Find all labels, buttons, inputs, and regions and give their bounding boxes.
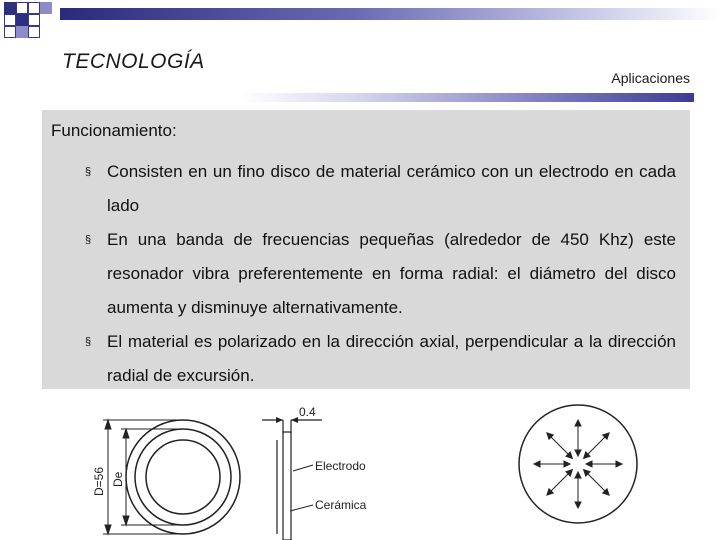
inner-diameter-dimension — [121, 429, 183, 525]
thickness-label: 0.4 — [299, 405, 316, 419]
arrow-head — [575, 420, 581, 426]
bullet-item — [51, 325, 676, 393]
inner-diameter-label: De — [111, 471, 125, 487]
side-view-disc — [262, 420, 322, 540]
arrow-head — [616, 461, 622, 467]
electrode-leader — [293, 465, 313, 471]
arrow-head — [564, 461, 570, 467]
resonator-diagram — [0, 395, 720, 540]
arrow-head — [586, 461, 592, 467]
section-heading: Funcionamiento: — [51, 121, 177, 140]
header-gradient-bar — [60, 8, 720, 20]
bullet-text: En una banda de frecuencias pequeñas (alrededor de 450 Khz) este resonador vibra preferentemente en forma radial: el diámetro del disco aumenta y disminuye alternativamente. — [107, 230, 676, 317]
arrow-head — [534, 461, 540, 467]
thickness-arrows — [276, 417, 298, 423]
bullet-marker: § — [85, 336, 92, 348]
corner-decoration — [0, 0, 60, 50]
bullet-item — [51, 155, 676, 223]
outer-diameter-label: D=56 — [92, 466, 106, 496]
ceramic-label: Cerámica — [315, 498, 367, 512]
title-underline-bar — [240, 93, 694, 102]
bullet-item — [51, 223, 676, 325]
ceramic-leader — [290, 505, 313, 511]
radial-arrows — [534, 420, 622, 508]
bullet-text: El material es polarizado en la dirección axial, perpendicular a la dirección radial de excursión. — [107, 332, 676, 385]
arrow-head — [575, 450, 581, 456]
arrow-head — [575, 502, 581, 508]
bullet-marker: § — [85, 166, 92, 178]
front-view-disc — [126, 420, 240, 534]
bullet-text: Consisten en un fino disco de material cerámico con un electrodo en cada lado — [107, 162, 676, 215]
bullet-marker: § — [85, 234, 92, 246]
slide-title: TECNOLOGÍA — [62, 50, 205, 73]
content-panel — [42, 110, 690, 389]
slide-subtitle: Aplicaciones — [611, 70, 690, 86]
electrode-label: Electrodo — [315, 459, 366, 473]
arrow-head — [575, 472, 581, 478]
